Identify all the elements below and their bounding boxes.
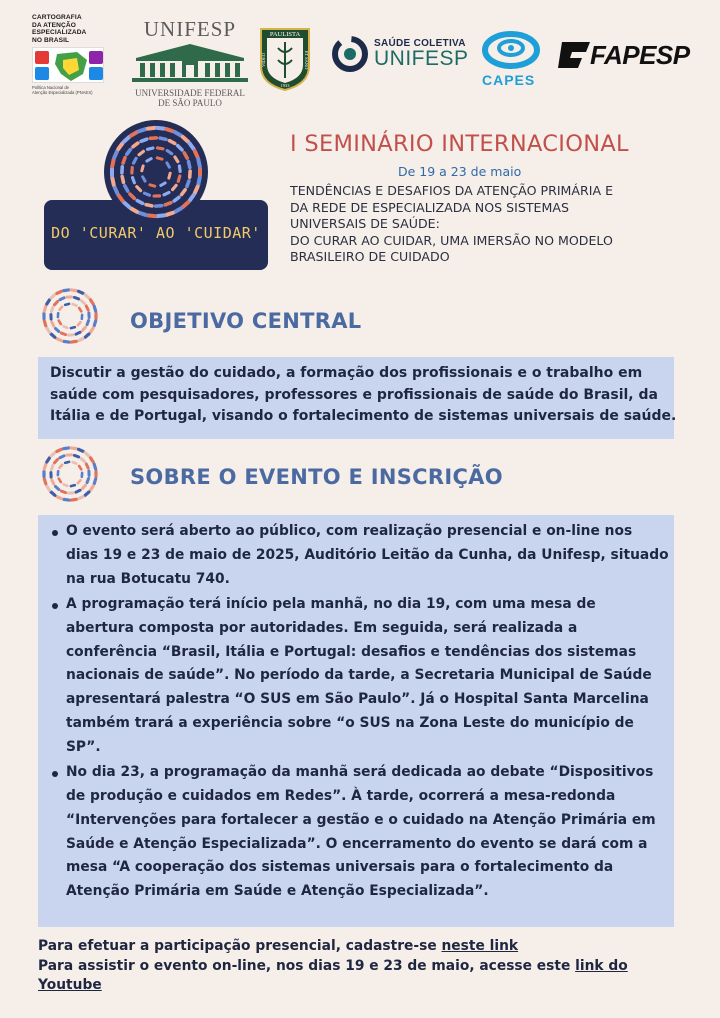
ring-dash (132, 178, 134, 183)
ring-dash (157, 128, 164, 129)
paulista-right-text: ET SANO (304, 50, 309, 70)
ring-dash (71, 448, 76, 449)
objective-panel (38, 357, 677, 439)
ring-dash (64, 290, 69, 291)
ring-dash (166, 213, 173, 215)
capes-text: CAPES (482, 72, 536, 88)
ring-dash (144, 193, 149, 195)
ring-dash (65, 304, 69, 305)
ring-dash (157, 158, 162, 159)
event-line: A programação terá início pela manhã, no dia 19, com uma mesa de (66, 595, 596, 612)
registration-footer (38, 937, 678, 996)
ring-dash (64, 448, 69, 449)
event-panel (38, 515, 674, 927)
ring-dash (123, 158, 125, 164)
ring-dash (79, 466, 81, 469)
ring-dash (51, 465, 53, 469)
badge-title: DO 'CURAR' AO 'CUIDAR' (51, 224, 261, 242)
ring-dash (54, 301, 57, 304)
seminar-badge (44, 118, 268, 274)
ring-dash (166, 129, 173, 131)
ring-dash (91, 458, 94, 462)
unifesp-logo (126, 18, 254, 108)
ring-dash (51, 295, 55, 298)
event-line: apresentará palestra “O SUS em São Paulo”. Já o Hospital Santa Marcelina (66, 691, 649, 708)
ring-dash (142, 166, 143, 171)
ring-dash (71, 290, 76, 291)
event-line: mesa “A cooperação dos sistemas universais para o fortalecimento da (66, 859, 614, 876)
cartografia-logo (32, 14, 110, 106)
ring-dash (73, 462, 77, 464)
ring-dash (85, 295, 89, 298)
online-line (38, 957, 678, 977)
ring-dash (94, 479, 95, 484)
ring-dash (52, 480, 54, 484)
dotted-circle-icon (40, 444, 100, 504)
ring-dash (44, 321, 45, 326)
saude-coletiva-logo (330, 34, 470, 74)
event-list-item (52, 761, 654, 904)
ring-dash (160, 138, 166, 139)
saude-coletiva-icon (330, 34, 370, 74)
fapesp-logo (556, 34, 690, 74)
ring-dash (94, 321, 95, 326)
ring-dash (57, 339, 62, 341)
ring-dash (87, 320, 89, 324)
event-line: dias 19 e 23 de maio de 2025, Auditório Leitão da Cunha, da Unifesp, situado (66, 546, 669, 563)
ring-dash (65, 462, 69, 463)
event-line: conferência “Brasil, Itália e Portugal: desafios e tendências dos sistemas (66, 643, 637, 660)
ring-dash (137, 201, 142, 204)
ring-dash (189, 162, 190, 168)
ring-dash (57, 449, 62, 451)
ring-dash (57, 497, 62, 499)
ring-dash (59, 321, 61, 324)
ring-dash (79, 291, 84, 293)
ring-dash (122, 177, 123, 183)
youtube-link[interactable]: link do (575, 957, 628, 974)
online-line-cont (38, 976, 678, 996)
ring-dash (125, 186, 128, 191)
event-line: Saúde e Atenção Especializada”. O encerramento do evento se dará com a (66, 835, 648, 852)
ring-dash (91, 486, 94, 490)
ring-dash (59, 479, 61, 482)
ring-dash (157, 215, 164, 216)
ring-dash (44, 464, 45, 469)
ring-dash (164, 192, 169, 194)
ring-dash (61, 333, 65, 335)
ring-dash (61, 491, 65, 493)
ring-dash (76, 490, 80, 492)
event-list (52, 520, 669, 904)
ring-dash (134, 158, 137, 163)
event-list-item (52, 593, 654, 760)
ring-dash (51, 492, 55, 495)
ring-dash (44, 306, 45, 311)
seminar-description-line: DA REDE DE ESPECIALIZADA NOS SISTEMAS (290, 199, 569, 215)
unifesp-subtitle-line: UNIVERSIDADE FEDERAL (135, 88, 245, 98)
ring-dash (73, 304, 77, 306)
seminar-description-line: UNIVERSAIS DE SAÚDE: (290, 216, 440, 232)
seminar-description-line: BRASILEIRO DE CUIDADO (290, 249, 450, 265)
ring-dash (169, 141, 174, 144)
unifesp-subtitle-line: DE SÃO PAULO (158, 98, 222, 108)
ring-dash (71, 327, 75, 328)
ring-dash (178, 176, 180, 181)
ring-dash (71, 341, 76, 342)
ring-dash (198, 178, 199, 185)
ring-dash (64, 499, 69, 500)
paulista-top-text: PAULISTA (269, 31, 301, 38)
ring-dash (86, 464, 88, 468)
event-list-item (52, 520, 669, 591)
event-line: de produção e cuidados em Redes”. À tarde, ocorrerá a mesa-redonda (66, 787, 616, 804)
cartografia-line: NO BRASIL (32, 36, 70, 44)
objective-line: Discutir a gestão do cuidado, a formação dos profissionais e o trabalho em (50, 365, 643, 381)
seminar-dates: De 19 a 23 de maio (398, 164, 522, 179)
event-line: também trará a experiência sobre “o SUS na Zona Leste do município de (66, 714, 634, 731)
ring-dash (71, 499, 76, 500)
event-line: SP”. (66, 738, 101, 755)
ring-dash (112, 178, 113, 185)
objective-line: saúde com pesquisadores, professores e profissionais de saúde do Brasil, da (50, 386, 658, 403)
ring-dash (169, 173, 170, 178)
ring-dash (47, 486, 50, 490)
ring-dash (71, 485, 75, 486)
ring-dash (64, 341, 69, 342)
event-line: O evento será aberto ao público, com realização presencial e on-line nos (66, 523, 633, 539)
cartografia-line: DA ATENÇÃO (32, 21, 76, 29)
ring-dash (195, 151, 198, 157)
ring-dash (150, 185, 155, 186)
ring-dash (94, 464, 95, 469)
cartografia-line: ESPECIALIZADA (32, 29, 87, 37)
ring-dash (47, 300, 50, 304)
ring-dash (91, 328, 94, 332)
ring-dash (141, 139, 147, 141)
cartografia-title (32, 14, 110, 44)
event-heading: SOBRE O EVENTO E INSCRIÇÃO (130, 465, 503, 489)
paulista-left-text: VIDEO (261, 53, 266, 67)
cartografia-footer-line: Atenção Especializada (PNAES) (32, 90, 93, 96)
event-line: abertura composta por autoridades. Em seguida, será realizada a (66, 619, 578, 636)
ring-dash (78, 322, 81, 325)
ring-dash (76, 332, 80, 334)
dotted-ring-icon (44, 118, 268, 222)
ring-dash (47, 328, 50, 332)
ring-dash (64, 326, 68, 328)
ring-dash (112, 159, 113, 166)
event-line: na rua Botucatu 740. (66, 570, 230, 587)
ring-dash (139, 129, 146, 131)
ring-dash (44, 479, 45, 484)
seminar-description-line: TENDÊNCIAS E DESAFIOS DA ATENÇÃO PRIMÁRIA E (290, 183, 614, 198)
ring-dash (148, 215, 155, 216)
saude-coletiva-bottom: UNIFESP (374, 47, 469, 70)
ring-dash (52, 322, 54, 326)
objective-line: Itália e de Portugal, visando o fortalecimento de sistemas universais de saúde. (50, 408, 677, 425)
objective-text (50, 363, 677, 428)
cartografia-footer (32, 85, 110, 95)
ring-dash (60, 465, 63, 468)
ring-dash (60, 307, 63, 310)
ring-dash (81, 458, 84, 461)
fapesp-mark-icon (556, 40, 592, 70)
youtube-link[interactable]: Youtube (38, 977, 102, 993)
paulista-seal-logo (258, 26, 312, 92)
online-text: Para assistir o evento on-line, nos dias 19 e 23 de maio, acesse este (38, 957, 576, 974)
saude-coletiva-top: SAÚDE COLETIVA (374, 38, 466, 49)
event-line: No dia 23, a programação da manhã será dedicada ao debate “Dispositivos (66, 764, 654, 781)
ring-dash (60, 456, 64, 458)
ring-dash (187, 181, 189, 187)
ring-dash (148, 148, 153, 149)
dotted-circle-icon (40, 286, 100, 346)
ring-dash (184, 153, 187, 158)
event-line: “Intervenções para fortalecer a gestão e o cuidado na Atenção Primária em (66, 811, 656, 828)
ring-dash (74, 455, 78, 457)
cartografia-footer-line: Política Nacional de (32, 85, 70, 91)
event-line: Atenção Primária em Saúde e Atenção Especializada”. (66, 883, 489, 900)
ring-dash (51, 334, 55, 337)
presencial-line (38, 937, 678, 957)
ring-dash (195, 187, 198, 193)
ring-dash (74, 297, 78, 299)
unifesp-subtitle (126, 88, 254, 108)
ring-dash (82, 327, 85, 330)
ring-dash (79, 449, 84, 451)
ring-dash (82, 485, 85, 488)
seminar-description-line: DO CURAR AO CUIDAR, UMA IMERSÃO NO MODELO (290, 232, 613, 248)
ring-dash (86, 306, 88, 310)
ring-dash (55, 486, 58, 489)
capes-swirl-icon (478, 24, 548, 72)
seminar-description (290, 183, 700, 266)
ring-dash (79, 497, 84, 499)
ring-dash (79, 339, 84, 341)
ring-dash (47, 458, 50, 462)
ring-dash (85, 453, 89, 456)
ring-dash (198, 159, 199, 166)
ring-dash (179, 166, 180, 171)
ring-dash (60, 298, 64, 300)
ring-dash (51, 307, 53, 311)
paulista-year: 1933 (280, 83, 290, 88)
register-link[interactable]: neste link (441, 938, 519, 954)
ring-dash (146, 205, 152, 206)
ring-dash (158, 148, 163, 149)
ring-dash (81, 300, 84, 303)
ring-dash (114, 151, 117, 157)
ring-dash (91, 300, 94, 304)
ring-dash (54, 459, 57, 462)
presencial-text: Para efetuar a participação presencial, cadastre-se (38, 938, 442, 954)
event-line: nacionais de saúde”. No período da tarde, a Secretaria Municipal de Saúde (66, 667, 652, 684)
cartografia-line: CARTOGRAFIA (32, 14, 82, 21)
capes-logo (478, 24, 548, 94)
ring-dash (57, 291, 62, 293)
objective-heading: OBJETIVO CENTRAL (130, 309, 362, 333)
seminar-title: I SEMINÁRIO INTERNACIONAL (290, 131, 629, 157)
ring-dash (64, 484, 68, 486)
ring-dash (94, 306, 95, 311)
unifesp-name: UNIFESP (143, 17, 237, 41)
ring-dash (165, 203, 171, 205)
ring-dash (51, 453, 55, 456)
ring-dash (78, 480, 81, 483)
ring-dash (79, 308, 81, 311)
ring-dash (55, 328, 58, 331)
brazil-map-icon (32, 47, 104, 83)
ring-dash (114, 187, 117, 193)
fapesp-text: FAPESP (590, 40, 690, 70)
building-icon (126, 40, 254, 84)
ring-dash (148, 128, 155, 129)
ring-dash (139, 213, 146, 215)
ring-dash (85, 334, 89, 337)
ring-dash (85, 492, 89, 495)
ring-dash (87, 478, 89, 482)
